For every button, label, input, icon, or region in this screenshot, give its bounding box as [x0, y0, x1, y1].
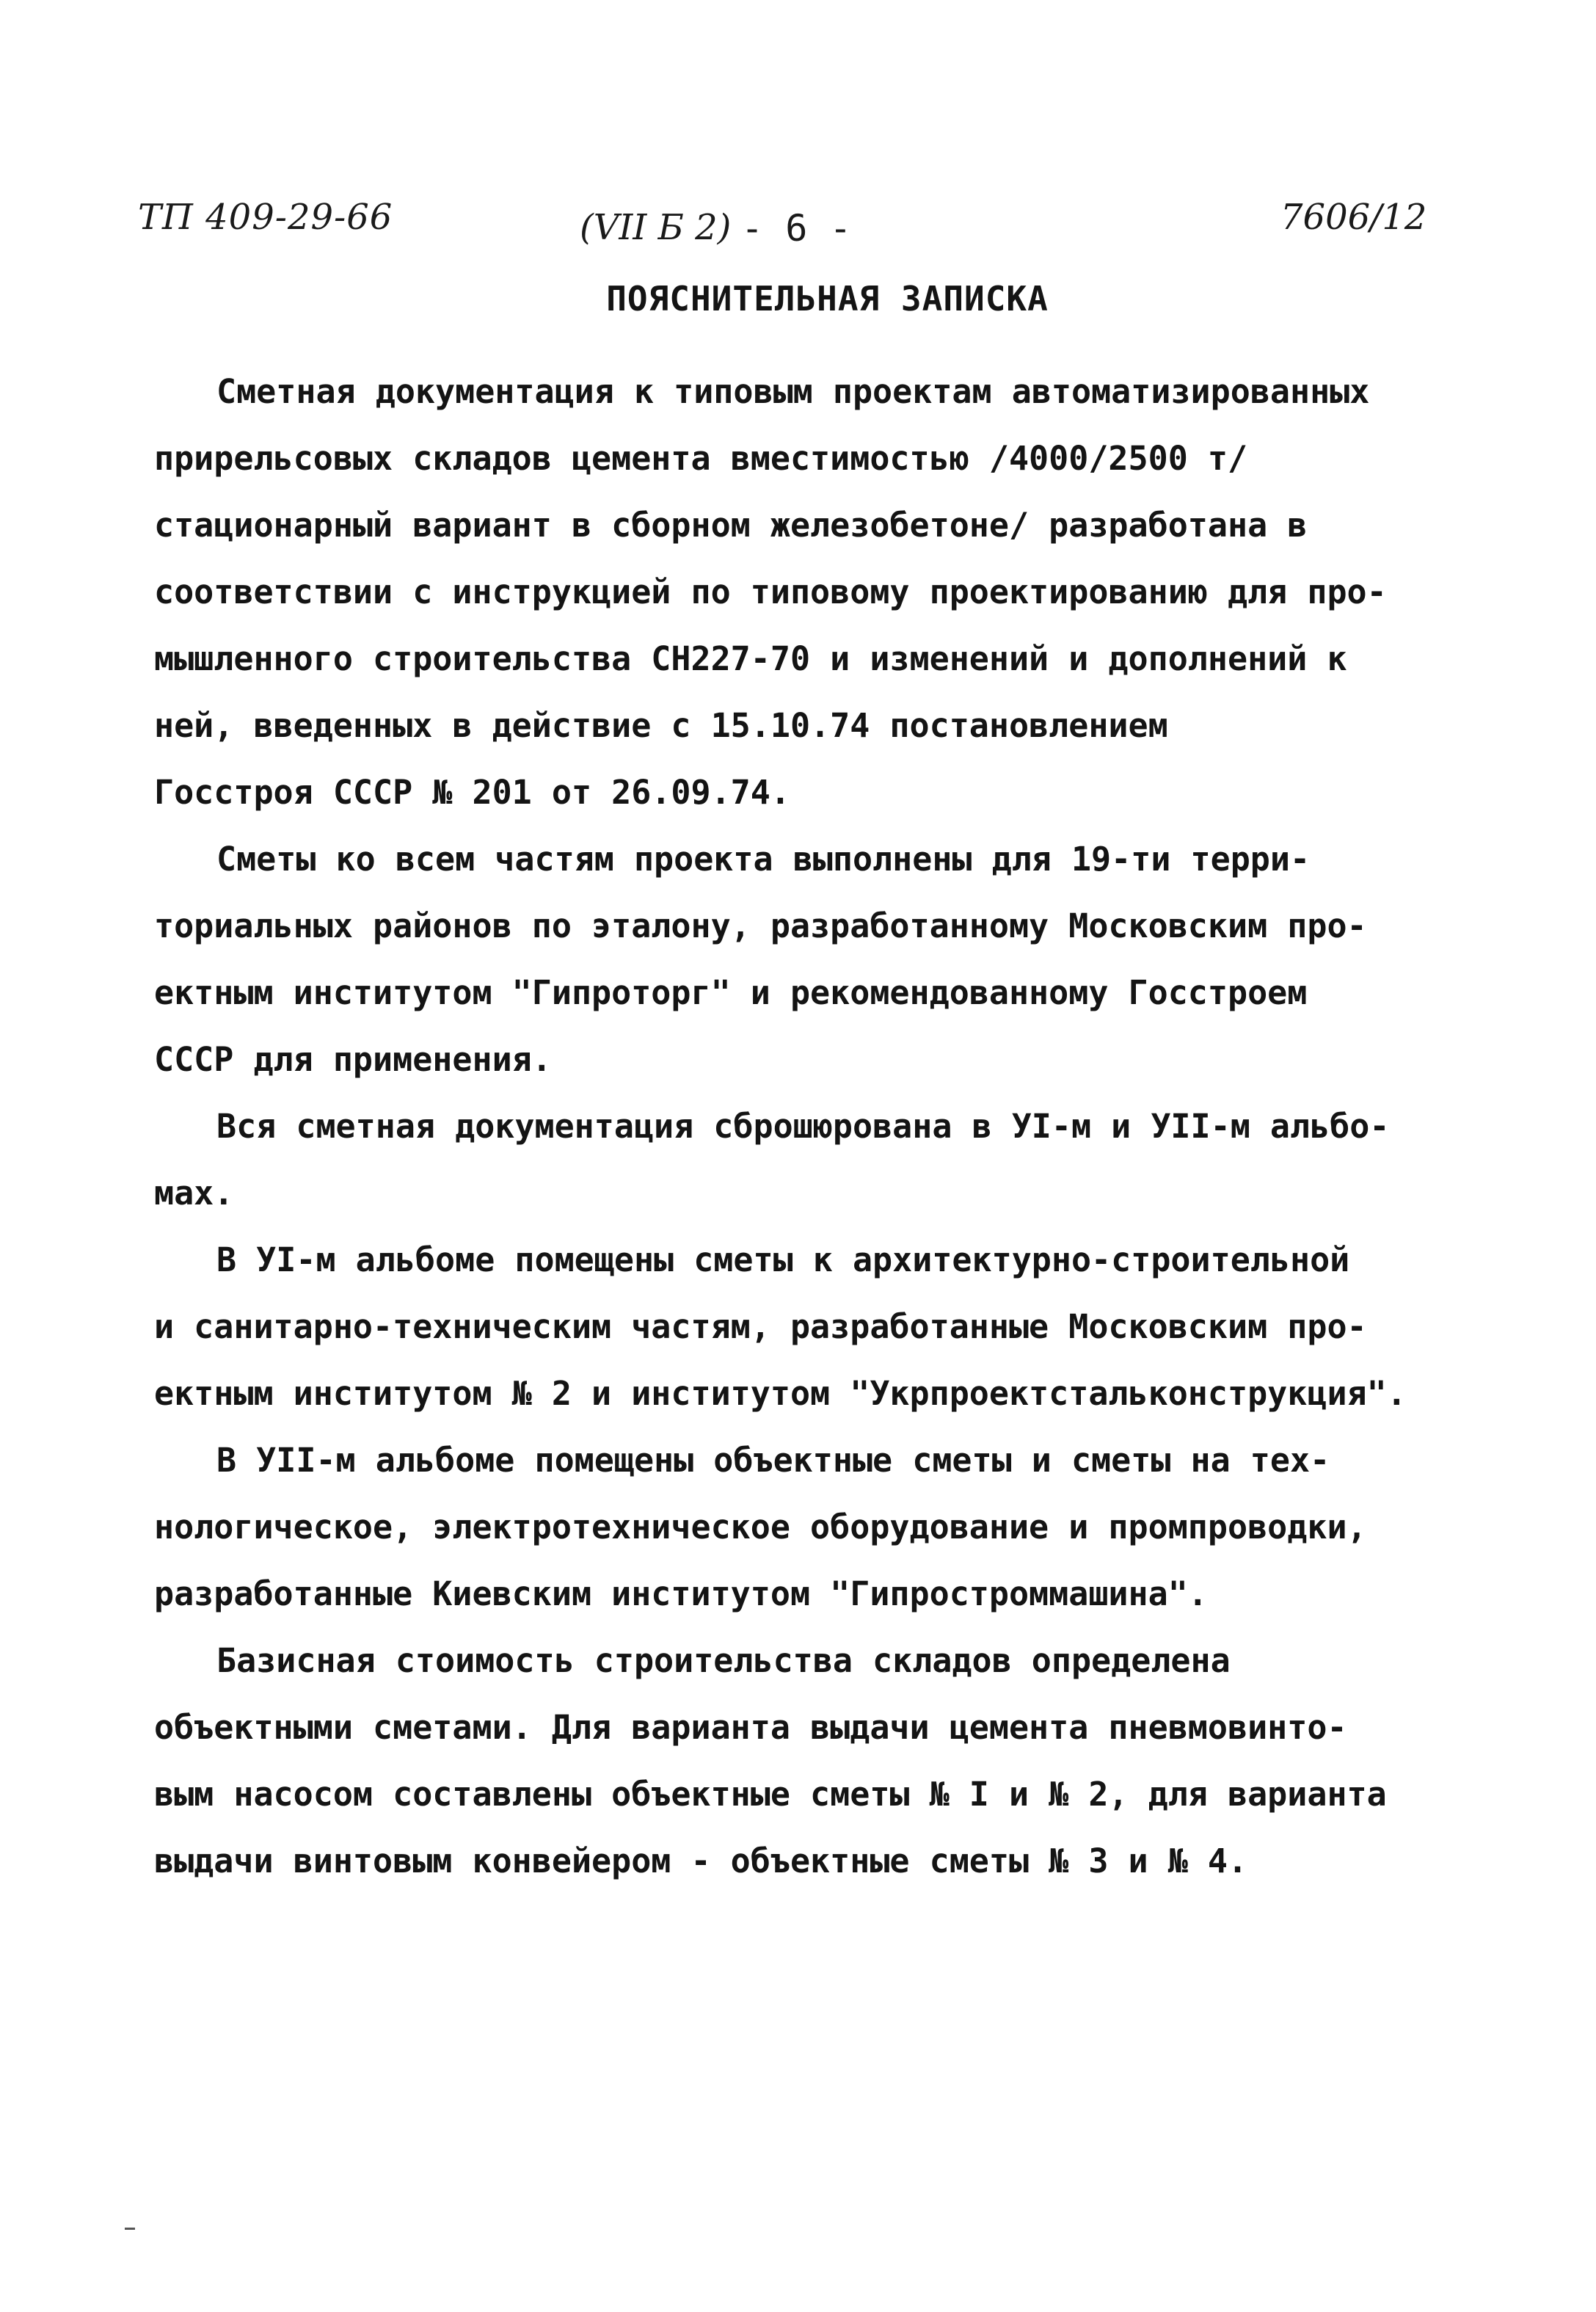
text-line: нологическое, электротехническое оборудование и промпроводки,	[154, 1508, 1367, 1546]
text-line: соответствии с инструкцией по типовому проектированию для про-	[154, 572, 1387, 611]
sheet-number: 7606/12	[1280, 197, 1427, 238]
margin-mark	[125, 2228, 135, 2230]
text-line: стационарный вариант в сборном железобетоне/ разработана в	[154, 506, 1308, 545]
text-line: Сметная документация к типовым проектам автоматизированных	[216, 372, 1370, 411]
paragraph	[154, 1427, 1424, 1627]
paragraph	[154, 1226, 1424, 1427]
text-line: ториальных районов по эталону, разработанному Московским про-	[154, 906, 1367, 945]
text-line: разработанные Киевским институтом "Гипростроммашина".	[154, 1574, 1208, 1613]
document-code: ТП 409-29-66	[138, 197, 393, 238]
paragraph	[154, 358, 1424, 826]
paragraph	[154, 1627, 1424, 1894]
text-line: выдачи винтовым конвейером - объектные сметы № 3 и № 4.	[154, 1842, 1248, 1880]
text-line: СССР для применения.	[154, 1040, 552, 1079]
album-mark: (VII Б 2)	[580, 207, 732, 248]
text-line: В УI-м альбоме помещены сметы к архитектурно-строительной	[216, 1240, 1350, 1279]
text-line: ней, введенных в действие с 15.10.74 постановлением	[154, 706, 1168, 745]
text-line: объектными сметами. Для варианта выдачи цемента пневмовинто-	[154, 1708, 1347, 1747]
text-line: ектным институтом № 2 и институтом "Укрпроектстальконструкция".	[154, 1374, 1407, 1413]
paragraph	[154, 1093, 1424, 1226]
text-line: Госстроя СССР № 201 от 26.09.74.	[154, 773, 790, 812]
text-line: ектным институтом "Гипроторг" и рекомендованному Госстроем	[154, 973, 1308, 1012]
page-number: - 6 -	[741, 207, 852, 250]
text-line: вым насосом составлены объектные сметы № I и № 2, для варианта	[154, 1775, 1387, 1814]
document-title: ПОЯСНИТЕЛЬНАЯ ЗАПИСКА	[606, 279, 1049, 319]
text-line: мах.	[154, 1174, 234, 1213]
text-line: Базисная стоимость строительства складов определена	[216, 1641, 1231, 1680]
text-line: Сметы ко всем частям проекта выполнены для 19-ти терри-	[216, 840, 1311, 879]
text-line: мышленного строительства СН227-70 и изменений и дополнений к	[154, 639, 1347, 678]
text-line: прирельсовых складов цемента вместимостью /4000/2500 т/	[154, 439, 1248, 478]
text-line: и санитарно-техническим частям, разработанные Московским про-	[154, 1307, 1367, 1346]
text-line: Вся сметная документация сброшюрована в УI-м и УII-м альбо-	[216, 1107, 1390, 1146]
document-body	[154, 358, 1424, 1894]
text-line: В УII-м альбоме помещены объектные сметы и сметы на тех-	[216, 1441, 1330, 1480]
paragraph	[154, 826, 1424, 1093]
